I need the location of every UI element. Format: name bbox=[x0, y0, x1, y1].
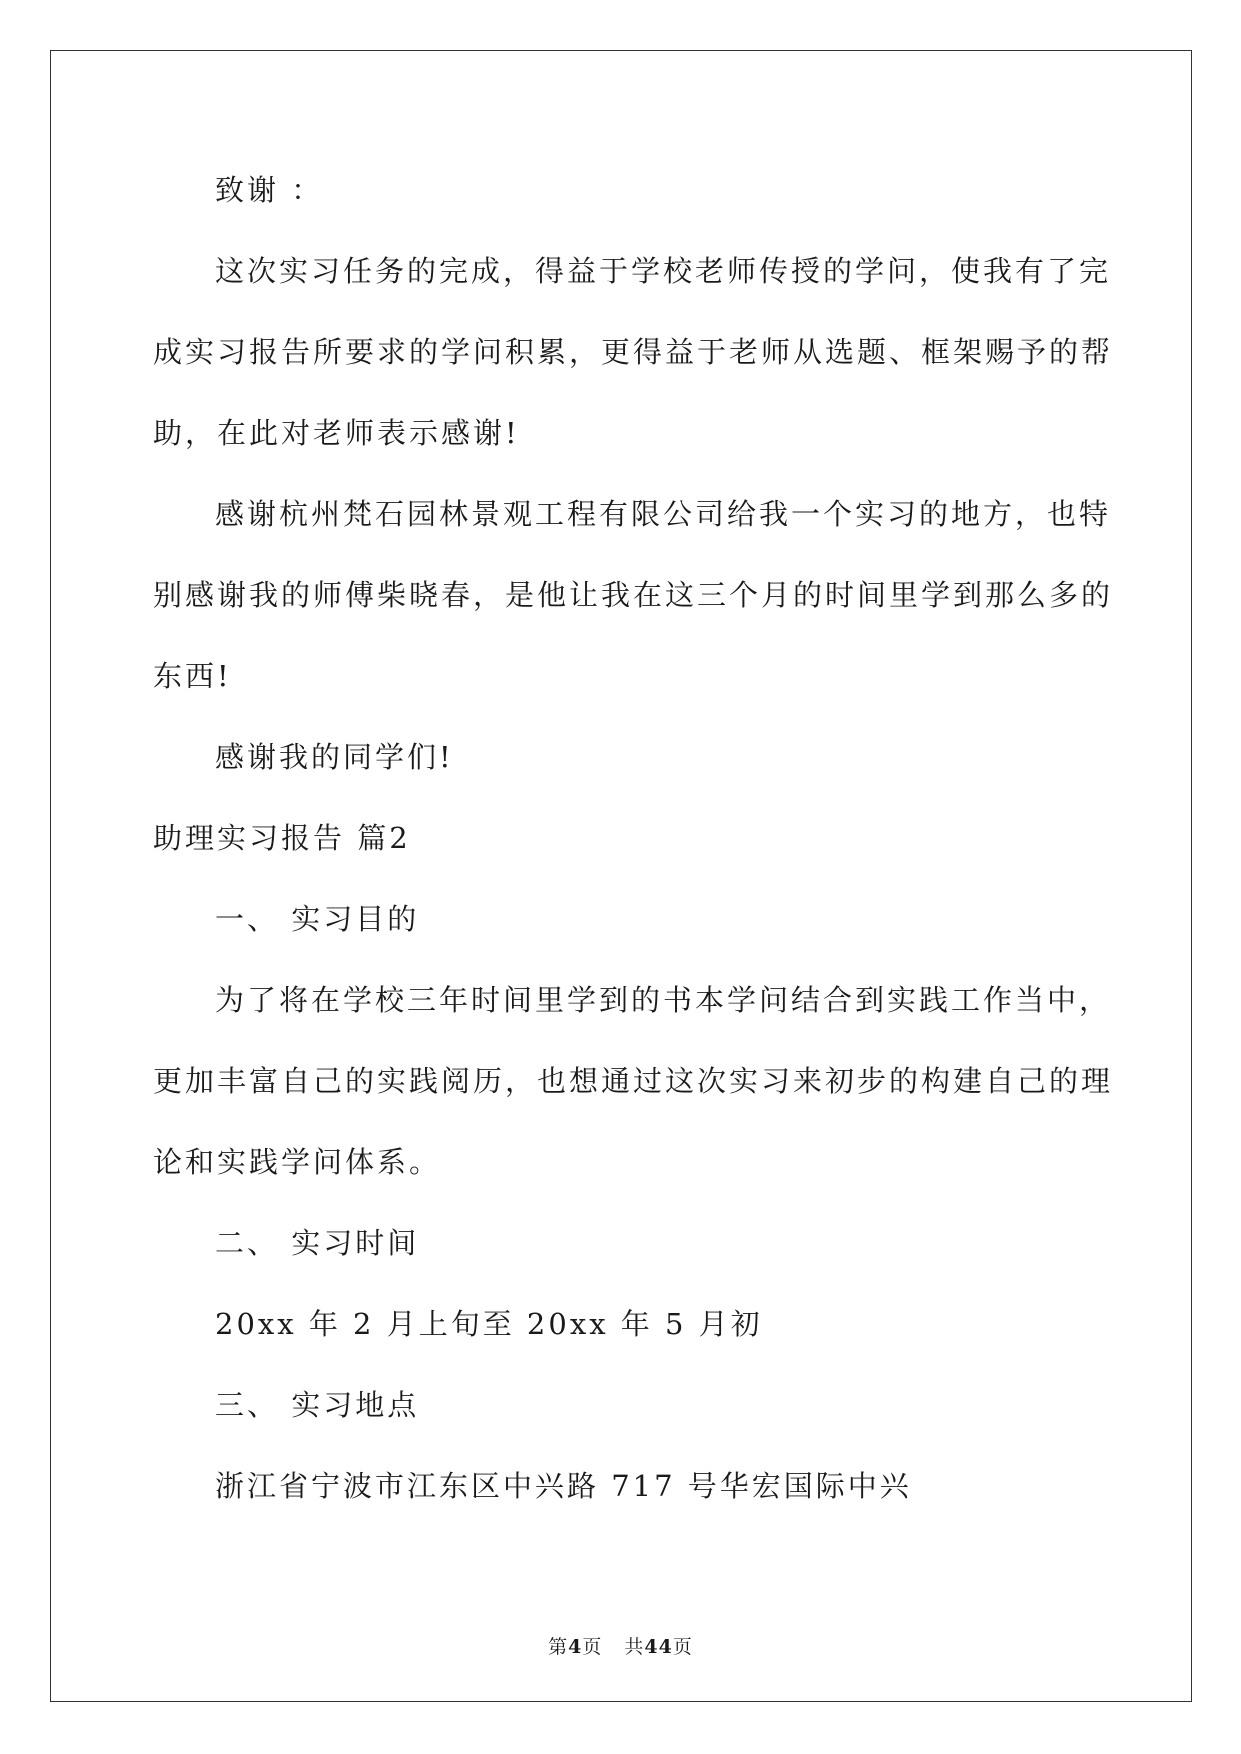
section-heading: 助理实习报告 篇2 bbox=[153, 821, 411, 855]
text-line: 成实习报告所要求的学问积累，更得益于老师从选题、框架赐予的帮 bbox=[153, 335, 1114, 369]
subheading: 二、 实习时间 bbox=[215, 1226, 420, 1260]
document-body bbox=[153, 150, 1114, 1527]
total-pages: 44 bbox=[644, 1636, 673, 1658]
text-line: 更加丰富自己的实践阅历，也想通过这次实习来初步的构建自己的理 bbox=[153, 1064, 1114, 1098]
text-line: 这次实习任务的完成，得益于学校老师传授的学问，使我有了完 bbox=[215, 254, 1112, 288]
total-suffix: 页 bbox=[672, 1636, 693, 1658]
text-line: 论和实践学问体系。 bbox=[153, 1145, 442, 1179]
page-prefix: 第 bbox=[548, 1636, 569, 1658]
page-footer bbox=[0, 1632, 1241, 1659]
text-line: 致谢 ： bbox=[215, 173, 324, 207]
subheading: 一、 实习目的 bbox=[215, 902, 420, 936]
text-line: 感谢杭州梵石园林景观工程有限公司给我一个实习的地方，也特 bbox=[215, 497, 1112, 531]
text-line: 东西! bbox=[153, 659, 232, 693]
text-line: 感谢我的同学们! bbox=[215, 740, 454, 774]
page-number: 4 bbox=[568, 1636, 583, 1658]
text-line: 助，在此对老师表示感谢! bbox=[153, 416, 520, 450]
text-line: 别感谢我的师傅柴晓春，是他让我在这三个月的时间里学到那么多的 bbox=[153, 578, 1114, 612]
text-line: 20xx 年 2 月上旬至 20xx 年 5 月初 bbox=[215, 1307, 763, 1341]
text-line: 浙江省宁波市江东区中兴路 717 号华宏国际中兴 bbox=[215, 1469, 912, 1503]
subheading: 三、 实习地点 bbox=[215, 1388, 420, 1422]
text-line: 为了将在学校三年时间里学到的书本学问结合到实践工作当中， bbox=[215, 983, 1112, 1017]
page-suffix: 页 bbox=[582, 1636, 603, 1658]
total-prefix: 共 bbox=[624, 1636, 645, 1658]
